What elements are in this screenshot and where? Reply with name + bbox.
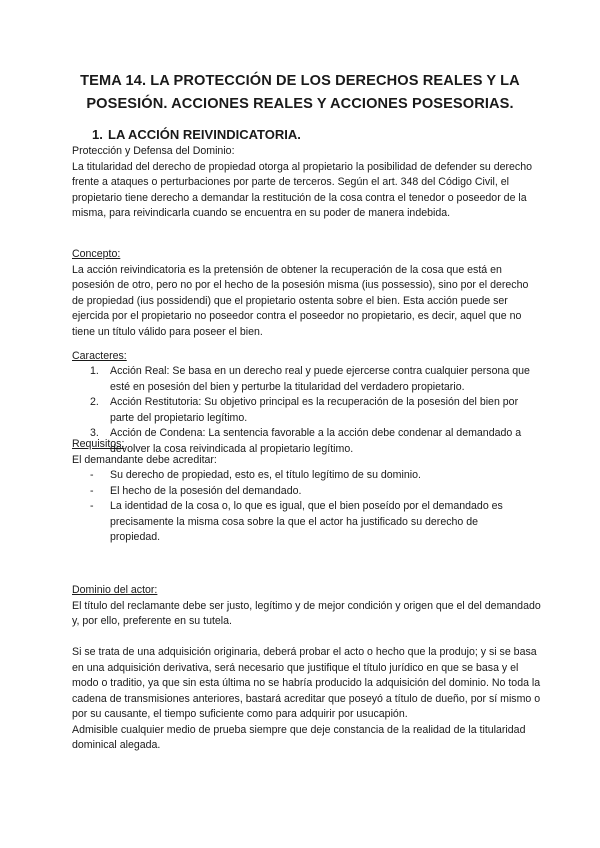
list-marker: 3. [90,427,99,439]
requisitos-intro: El demandante debe acreditar: [72,453,217,466]
proteccion-label: Protección y Defensa del Dominio: [72,145,235,157]
list-item-text: Su derecho de propiedad, esto es, el título legítimo de su dominio. [110,469,421,481]
list-item-text: Acción Restitutoria: Su objetivo principal es la recuperación de la posesión del bien por parte del propietario legítimo. [110,396,519,424]
list-marker: - [90,500,94,512]
list-marker: 2. [90,396,99,408]
dominio-section [72,583,542,630]
list-marker: - [90,469,94,481]
list-item [90,468,530,484]
list-item-text: La identidad de la cosa o, lo que es igual, que el bien poseído por el demandado es precisamente la misma cosa sobre la que el actor ha justificado su derecho de propiedad. [110,500,503,543]
dominio-continued [72,645,542,754]
section-heading [92,127,301,143]
concepto-text: La acción reivindicatoria es la pretensión de obtener la recuperación de la cosa que está en posesión de otro, pero no por el hecho de la posesión misma (ius possessio), sino por el derecho de propiedad (ius possidendi) que el propietario ostenta sobre el bien. Esta acción puede ser ejercida por el propietario no poseedor contra el poseedor no propietario, es decir, aquel que no tiene un título válido para poseer el bien. [72,263,529,338]
dominio-label: Dominio del actor: [72,584,158,596]
caracteres-label-block [72,349,542,365]
proteccion-section [72,144,542,222]
list-item [90,499,530,546]
dominio-text-3: Admisible cualquier medio de prueba siempre que deje constancia de la realidad de la titularidad dominical alegada. [72,723,526,751]
caracteres-label: Caracteres: [72,350,127,362]
section-number: 1. [92,127,103,142]
page-title [60,70,540,116]
title-line-1: TEMA 14. LA PROTECCIÓN DE LOS DERECHOS REALES Y LA [80,73,520,89]
list-item-text: Acción de Condena: La sentencia favorable a la acción debe condenar al demandado a devolver la cosa reivindicada al propietario legítimo. [110,427,522,455]
proteccion-text: La titularidad del derecho de propiedad otorga al propietario la posibilidad de defender su derecho frente a ataques o perturbaciones por parte de terceros. Según el art. 348 del Código Civil, el propietario tiene derecho a demandar la restitución de la cosa contra el tenedor o poseedor de la misma, para reivindicarla cuando se encuentra en su poder de manera indebida. [72,160,532,219]
dominio-text-2: Si se trata de una adquisición originaria, deberá probar el acto o hecho que la produjo; y si se basa en una adquisición derivativa, será necesario que justifique el título jurídico en que se basa y el modo o traditio, ya que sin esta última no se habría producido la adquisición del dominio. No toda la cadena de transmisiones anteriores, bastará acreditar que poseyó a título de dueño, por sí mismo o por su causante, el tiempo suficiente como para adquirir por usucapión. [72,646,541,720]
list-item-text: Acción Real: Se basa en un derecho real y puede ejercerse contra cualquier persona que esté en posesión del bien y perturbe la titularidad del verdadero propietario. [110,365,530,393]
list-item [90,364,530,395]
requisitos-label: Requisitos: [72,438,125,450]
concepto-section [72,247,542,340]
list-marker: - [90,484,94,497]
list-item-text: El hecho de la posesión del demandado. [110,484,302,497]
list-item [90,395,530,426]
requisitos-label-block [72,437,542,468]
list-item [90,484,530,500]
dominio-text-1: El título del reclamante debe ser justo, legítimo y de mejor condición y origen que el del demandado y, por ello, preferente en su tutela. [72,599,541,627]
concepto-label: Concepto: [72,248,121,260]
title-line-2: POSESIÓN. ACCIONES REALES Y ACCIONES POSESORIAS. [86,96,514,112]
section-title: LA ACCIÓN REIVINDICATORIA. [108,127,301,142]
list-marker: 1. [90,365,99,377]
requisitos-list [90,468,530,546]
